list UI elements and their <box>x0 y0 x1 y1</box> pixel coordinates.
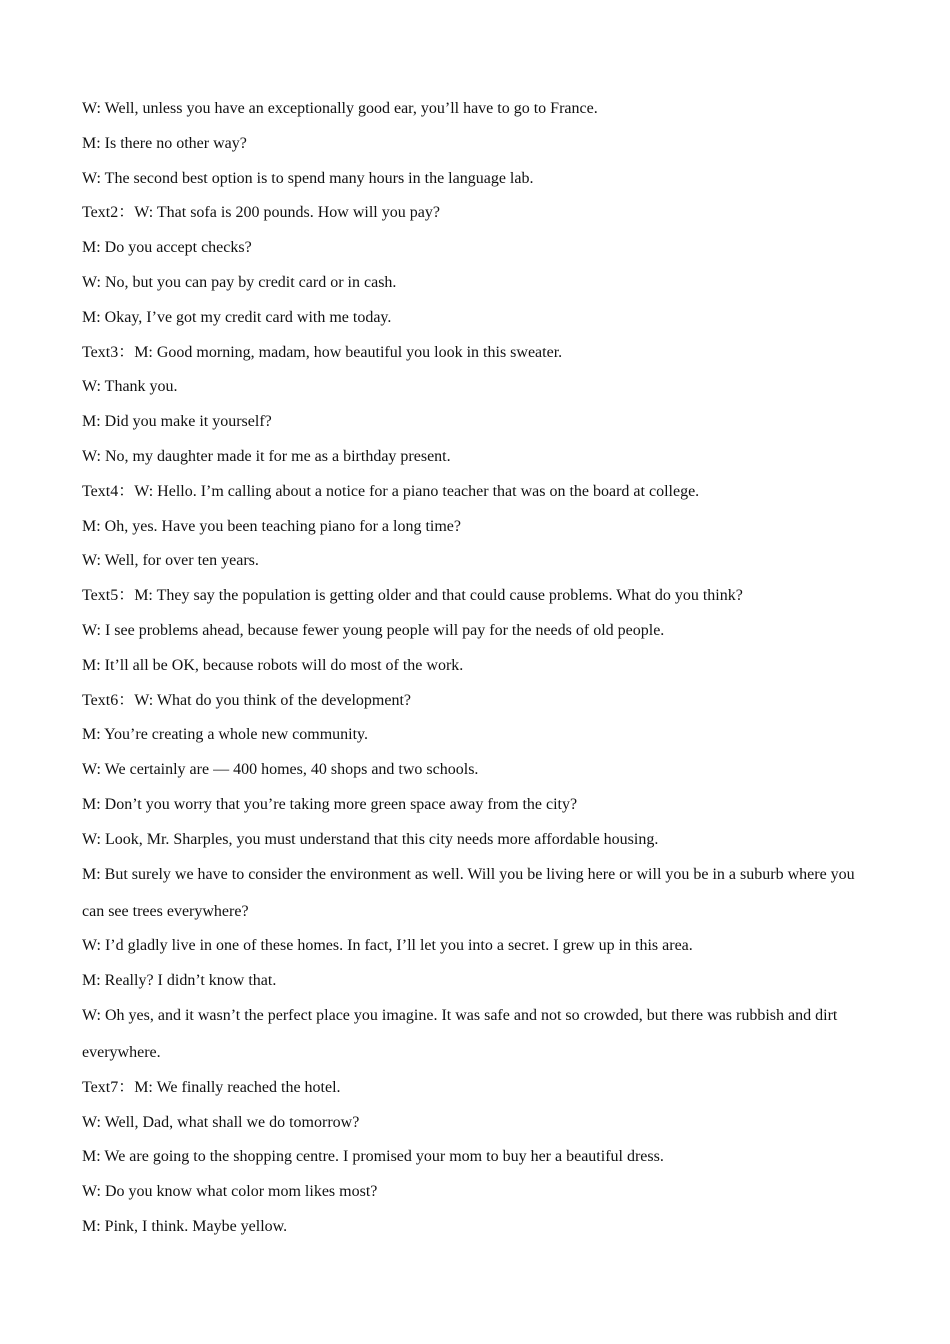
transcript-line: W: Well, Dad, what shall we do tomorrow? <box>82 1113 360 1131</box>
transcript-line: W: Oh yes, and it wasn’t the perfect place you imagine. It was safe and not so crowded, but there was rubbish and dirt everywhere. <box>82 1007 838 1062</box>
transcript-line: Text2：W: That sofa is 200 pounds. How will you pay? <box>82 204 440 222</box>
transcript-line: W: Do you know what color mom likes most? <box>82 1183 378 1201</box>
transcript-line: W: We certainly are — 400 homes, 40 shops and two schools. <box>82 761 479 779</box>
transcript-body <box>82 99 872 1252</box>
transcript-line: M: Don’t you worry that you’re taking more green space away from the city? <box>82 795 578 813</box>
transcript-line: M: We are going to the shopping centre. I promised your mom to buy her a beautiful dress. <box>82 1148 664 1166</box>
transcript-line: W: Well, unless you have an exceptionally good ear, you’ll have to go to France. <box>82 100 598 117</box>
transcript-line: M: Pink, I think. Maybe yellow. <box>82 1217 288 1235</box>
transcript-line: Text6：W: What do you think of the development? <box>82 691 412 709</box>
transcript-line: Text3：M: Good morning, madam, how beautiful you look in this sweater. <box>82 343 563 361</box>
transcript-line: W: Thank you. <box>82 378 178 396</box>
transcript-line: Text4：W: Hello. I’m calling about a notice for a piano teacher that was on the board at college. <box>82 482 700 500</box>
transcript-line: Text5：M: They say the population is getting older and that could cause problems. What do you think? <box>82 587 743 605</box>
transcript-line: W: I’d gladly live in one of these homes. In fact, I’ll let you into a secret. I grew up in this area. <box>82 937 693 955</box>
transcript-line: W: I see problems ahead, because fewer young people will pay for the needs of old people. <box>82 621 665 639</box>
transcript-line: M: Really? I didn’t know that. <box>82 972 277 990</box>
transcript-line: M: You’re creating a whole new community. <box>82 726 369 744</box>
transcript-line: M: Oh, yes. Have you been teaching piano for a long time? <box>82 517 461 535</box>
transcript-line: W: Well, for over ten years. <box>82 552 259 570</box>
transcript-line: M: But surely we have to consider the environment as well. Will you be living here or will you be in a suburb where you can see trees everywhere? <box>82 866 855 921</box>
transcript-line: M: It’ll all be OK, because robots will do most of the work. <box>82 656 464 674</box>
transcript-line: W: No, my daughter made it for me as a birthday present. <box>82 447 451 465</box>
transcript-line: W: Look, Mr. Sharples, you must understand that this city needs more affordable housing. <box>82 830 659 848</box>
transcript-line: M: Did you make it yourself? <box>82 413 272 431</box>
transcript-line: M: Do you accept checks? <box>82 239 252 257</box>
transcript-line: M: Okay, I’ve got my credit card with me today. <box>82 308 392 326</box>
transcript-line: W: The second best option is to spend many hours in the language lab. <box>82 169 534 187</box>
transcript-line: M: Is there no other way? <box>82 134 247 152</box>
transcript-line: Text7：M: We finally reached the hotel. <box>82 1078 341 1096</box>
transcript-line: W: No, but you can pay by credit card or in cash. <box>82 273 397 291</box>
